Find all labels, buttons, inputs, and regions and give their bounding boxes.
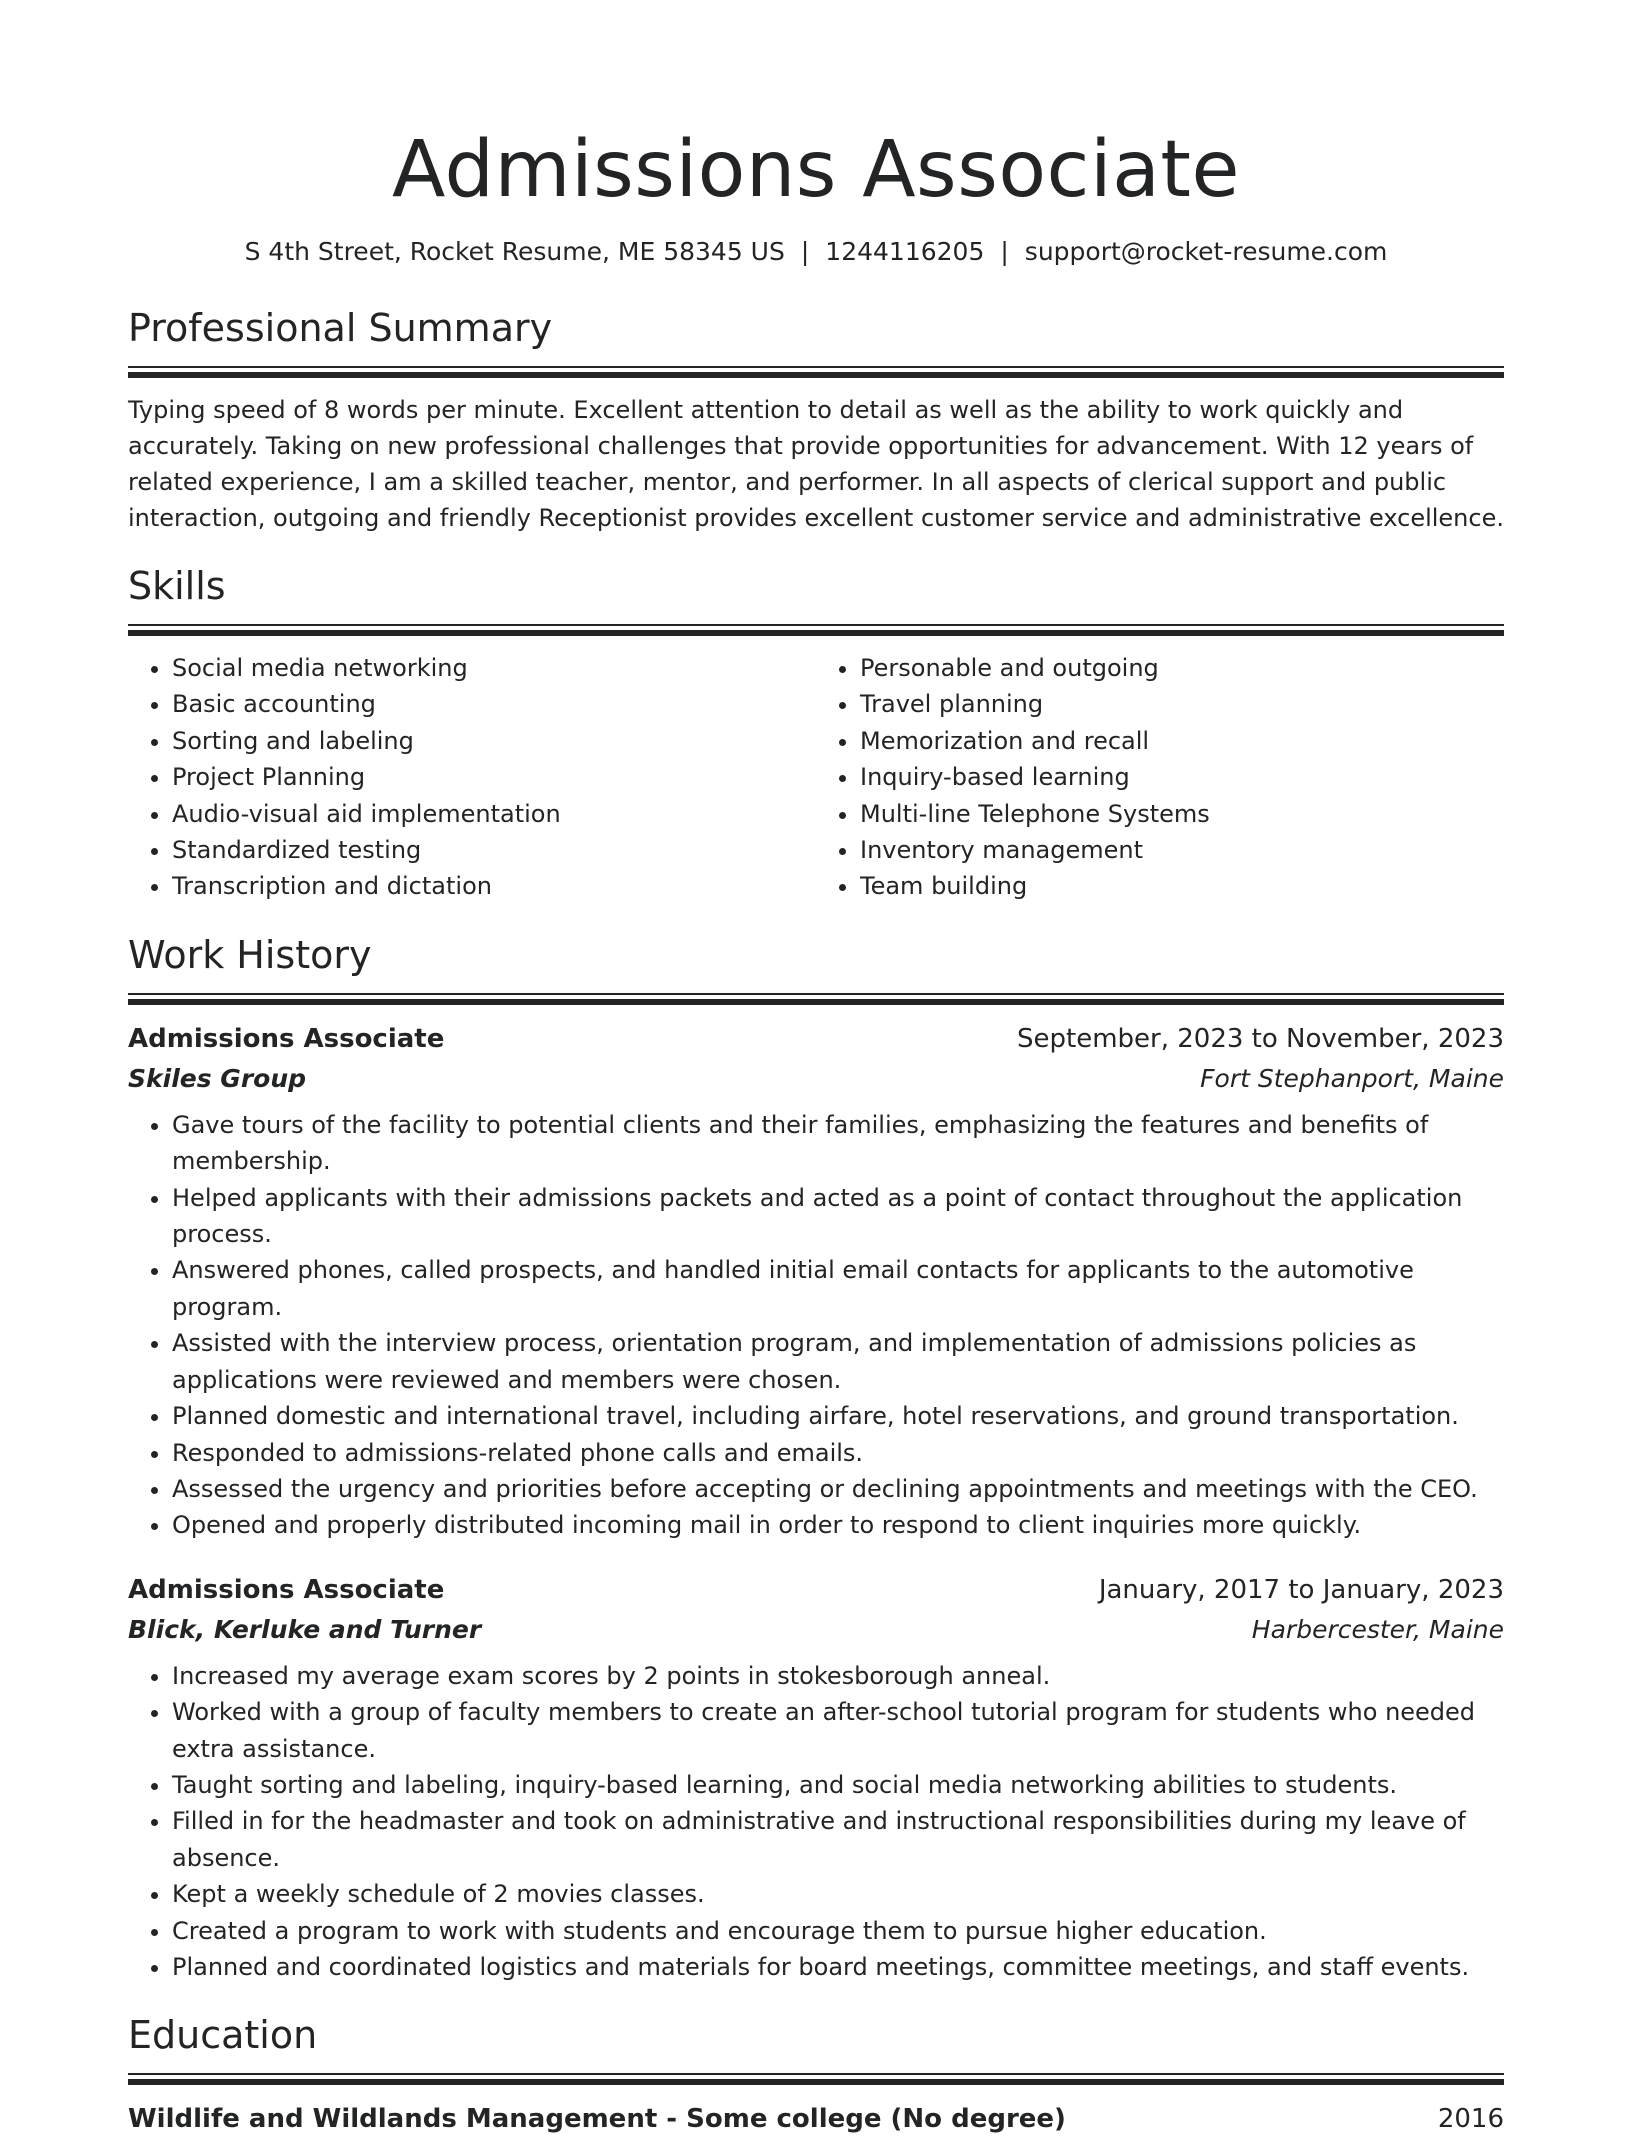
- skills-columns: [128, 650, 1504, 905]
- contact-address: S 4th Street, Rocket Resume, ME 58345 US: [244, 237, 785, 266]
- skill-item: • Travel planning: [860, 686, 1504, 722]
- job-company: Blick, Kerluke and Turner: [128, 1614, 482, 1644]
- job-title: Admissions Associate: [128, 1023, 445, 1054]
- job-bullet: • Planned domestic and international travel, including airfare, hotel reservations, and ground transportation.: [172, 1398, 1504, 1434]
- skill-item: • Inventory management: [860, 832, 1504, 868]
- job-bullet: • Responded to admissions-related phone calls and emails.: [172, 1435, 1504, 1471]
- summary-text: Typing speed of 8 words per minute. Excellent attention to detail as well as the ability to work quickly and accurately. Taking on new professional challenges that provide opportunities for advancement. With 12 years of related experience, I am a skilled teacher, mentor, and performer. In all aspects of clerical support and public interaction, outgoing and friendly Receptionist provides excellent customer service and administrative excellence.: [128, 396, 1504, 532]
- job-bullet: • Answered phones, called prospects, and handled initial email contacts for applicants to the automotive program.: [172, 1252, 1504, 1325]
- skills-section: [128, 562, 1504, 905]
- contact-phone: 1244116205: [825, 237, 985, 266]
- job-bullet: • Created a program to work with students and encourage them to pursue higher education.: [172, 1913, 1504, 1949]
- job-bullet: • Increased my average exam scores by 2 points in stokesborough anneal.: [172, 1658, 1504, 1694]
- skills-list-left: [128, 650, 816, 905]
- skill-item: • Standardized testing: [172, 832, 816, 868]
- section-heading-work: Work History: [128, 932, 372, 977]
- skill-item: • Basic accounting: [172, 686, 816, 722]
- skill-item: • Inquiry-based learning: [860, 759, 1504, 795]
- job-dates: January, 2017 to January, 2023: [1098, 1574, 1504, 1605]
- contact-line: [128, 234, 1504, 270]
- job-company-row: [128, 1059, 1504, 1099]
- job-bullets: [128, 1107, 1504, 1544]
- resume-page: [128, 0, 1504, 2139]
- job-bullet: • Filled in for the headmaster and took on administrative and instructional responsibilities during my leave of absence.: [172, 1803, 1504, 1876]
- skill-item: • Transcription and dictation: [172, 868, 816, 904]
- education-entry: [128, 2099, 1504, 2139]
- job-header-row: [128, 1019, 1504, 1059]
- job-bullet: • Taught sorting and labeling, inquiry-based learning, and social media networking abilities to students.: [172, 1767, 1504, 1803]
- summary-section: [128, 304, 1504, 536]
- skill-item: • Sorting and labeling: [172, 723, 816, 759]
- skill-item: • Personable and outgoing: [860, 650, 1504, 686]
- skills-list-right: [816, 650, 1504, 905]
- education-year: 2016: [1437, 2104, 1504, 2135]
- job-entry: [128, 1570, 1504, 1986]
- job-company: Skiles Group: [128, 1063, 307, 1093]
- job-bullet: • Worked with a group of faculty members to create an after-school tutorial program for students who needed extra assistance.: [172, 1694, 1504, 1767]
- job-bullet: • Assessed the urgency and priorities before accepting or declining appointments and meetings with the CEO.: [172, 1471, 1504, 1507]
- section-heading-summary: Professional Summary: [128, 306, 553, 350]
- skill-item: • Project Planning: [172, 759, 816, 795]
- job-location: Fort Stephanport, Maine: [1200, 1063, 1504, 1093]
- skill-item: • Multi-line Telephone Systems: [860, 796, 1504, 832]
- skill-item: • Social media networking: [172, 650, 816, 686]
- contact-email: support@rocket-resume.com: [1024, 237, 1388, 266]
- job-bullets: [128, 1658, 1504, 1986]
- job-company-row: [128, 1610, 1504, 1650]
- education-degree: Wildlife and Wildlands Management - Some college (No degree): [128, 2104, 1066, 2135]
- job-header-row: [128, 1570, 1504, 1610]
- section-divider: [128, 993, 1504, 1005]
- job-bullet: • Helped applicants with their admissions packets and acted as a point of contact throughout the application process.: [172, 1180, 1504, 1253]
- job-bullet: • Planned and coordinated logistics and materials for board meetings, committee meetings, and staff events.: [172, 1949, 1504, 1985]
- job-bullet: • Kept a weekly schedule of 2 movies classes.: [172, 1876, 1504, 1912]
- work-section: [128, 931, 1504, 1986]
- job-dates: September, 2023 to November, 2023: [1017, 1023, 1504, 1054]
- contact-separator: |: [800, 237, 810, 266]
- job-bullet: • Opened and properly distributed incoming mail in order to respond to client inquiries more quickly.: [172, 1507, 1504, 1543]
- job-bullet: • Gave tours of the facility to potential clients and their families, emphasizing the features and benefits of membership.: [172, 1107, 1504, 1180]
- job-bullet: • Assisted with the interview process, orientation program, and implementation of admissions policies as applications were reviewed and members were chosen.: [172, 1325, 1504, 1398]
- job-location: Harbercester, Maine: [1251, 1614, 1504, 1644]
- skill-item: • Memorization and recall: [860, 723, 1504, 759]
- skill-item: • Audio-visual aid implementation: [172, 796, 816, 832]
- education-section: [128, 2011, 1504, 2139]
- resume-title: Admissions Associate: [392, 125, 1240, 215]
- section-heading-skills: Skills: [128, 564, 226, 608]
- job-entry: [128, 1019, 1504, 1544]
- job-title: Admissions Associate: [128, 1574, 445, 1605]
- section-divider: [128, 624, 1504, 636]
- contact-separator: |: [1000, 237, 1009, 266]
- section-heading-education: Education: [128, 2013, 318, 2058]
- skill-item: • Team building: [860, 868, 1504, 904]
- section-divider: [128, 2073, 1504, 2085]
- section-divider: [128, 366, 1504, 378]
